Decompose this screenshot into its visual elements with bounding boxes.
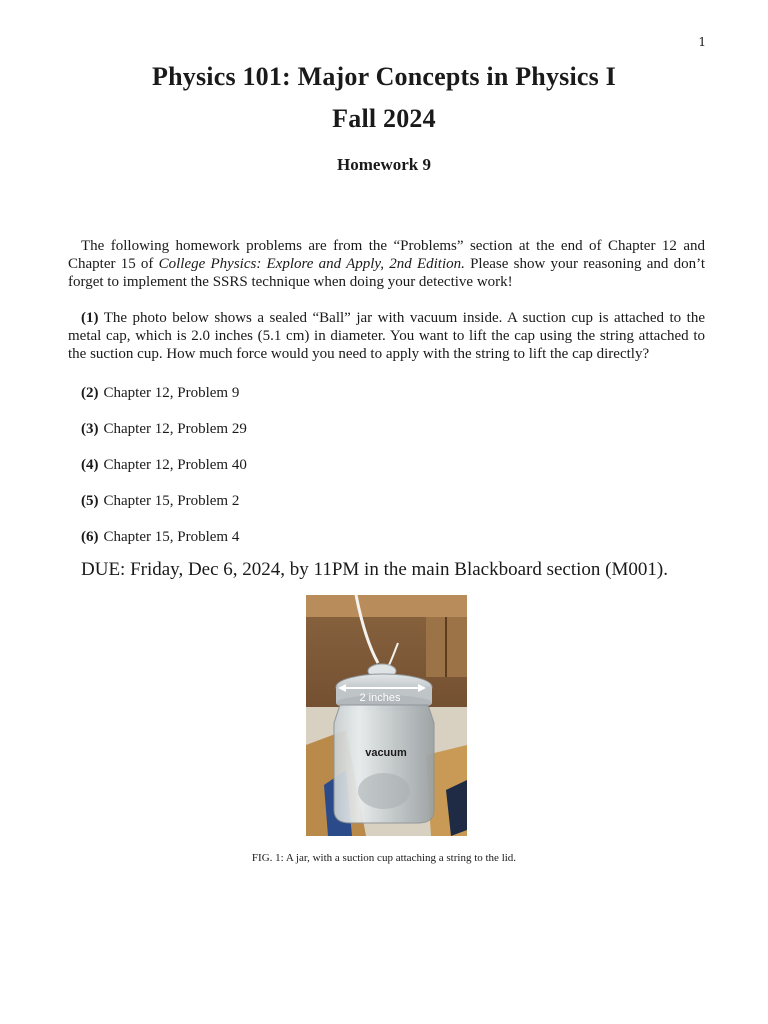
problem-1-text: The photo below shows a sealed “Ball” jar with vacuum inside. A suction cup is attached to the metal cap, which is 2.0 inches (5.1 cm) in diameter. You want to lift the cap using the string attached to the suction cup. How much force would you need to apply with the string to lift the cap directly? (68, 310, 706, 362)
problem-1-number: (1) (81, 310, 99, 326)
page-title: Physics 101: Major Concepts in Physics I (152, 62, 616, 91)
problem-text: Chapter 12, Problem 40 (103, 457, 247, 473)
width-label: 2 inches (359, 692, 401, 704)
problem-text: Chapter 12, Problem 29 (103, 421, 247, 437)
problem-number: (3) (81, 421, 99, 437)
problem-text: Chapter 15, Problem 2 (103, 493, 240, 509)
intro-paragraph (68, 237, 705, 291)
problem-number: (6) (81, 529, 99, 545)
textbook-title: College Physics: Explore and Apply, 2nd Edition. (158, 256, 465, 272)
term-title: Fall 2024 (332, 104, 436, 133)
problem-item (81, 420, 247, 438)
problem-number: (4) (81, 457, 99, 473)
problem-1 (68, 309, 705, 363)
jar-photo (306, 595, 467, 836)
homework-title: Homework 9 (337, 155, 431, 174)
vacuum-label: vacuum (365, 747, 407, 759)
problem-item (81, 456, 247, 474)
intro-text-start: The following homework problems are from the “Problems” section at the end of Chapter 12 and Chapter 15 of (68, 238, 705, 272)
intro-text-end: Please show your reasoning and don’t forget to implement the SSRS technique when doing your detective work! (68, 256, 705, 290)
page-number: 1 (698, 35, 706, 49)
problem-number: (2) (81, 385, 99, 401)
problem-text: Chapter 12, Problem 9 (103, 385, 240, 401)
problem-item (81, 528, 239, 546)
problem-text: Chapter 15, Problem 4 (103, 529, 240, 545)
problem-number: (5) (81, 493, 99, 509)
due-date: DUE: Friday, Dec 6, 2024, by 11PM in the main Blackboard section (M001). (81, 559, 668, 580)
figure-caption: FIG. 1: A jar, with a suction cup attaching a string to the lid. (251, 852, 517, 864)
jar-illustration (306, 595, 467, 836)
problem-item (81, 492, 239, 510)
problem-item (81, 384, 239, 402)
